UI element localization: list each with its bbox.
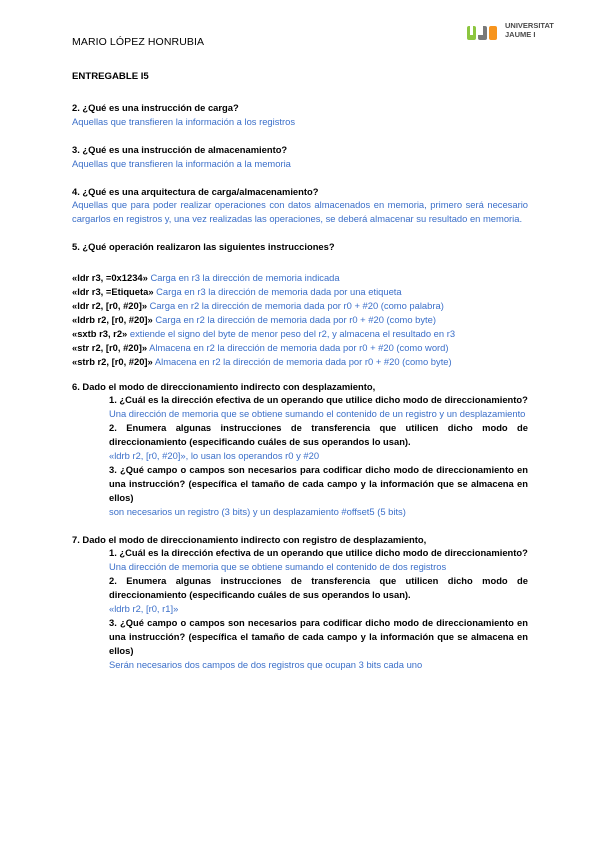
instruction-code: «sxtb r3, r2» xyxy=(72,327,128,339)
document-body xyxy=(72,70,528,672)
q7-sub3-answer: Serán necesarios dos campos de dos registros que ocupan 3 bits cada uno xyxy=(109,658,423,670)
instruction-desc: Carga en r2 la dirección de memoria dada por r0 + #20 (como byte) xyxy=(152,313,436,325)
instruction-desc: Carga en r3 la dirección de memoria dada por una etiqueta xyxy=(153,286,402,298)
q7-sub2-answer: «ldrb r2, [r0, r1]» xyxy=(109,603,179,615)
instruction-item xyxy=(72,271,528,285)
q6-sub2-question: 2. Enumera algunas instrucciones de transferencia que utilicen dicho modo de direccionamiento (especificando cuáles de sus operandos lo usan). xyxy=(109,422,528,448)
question-3: 3. ¿Qué es una instrucción de almacenamiento? xyxy=(72,143,288,155)
q6-sub1-answer: Una dirección de memoria que se obtiene sumando el contenido de un registro y un desplazamiento xyxy=(109,408,526,420)
question-5: 5. ¿Qué operación realizaron las siguientes instrucciones? xyxy=(72,241,335,253)
q7-sub3-question: 3. ¿Qué campo o campos son necesarios para codificar dicho modo de direccionamiento en una instrucción? (específica el tamaño de cada campo y la información que se almacena en ellos) xyxy=(109,617,528,656)
instruction-code: «ldr r3, =0x1234» xyxy=(72,272,148,284)
question-4: 4. ¿Qué es una arquitectura de carga/almacenamiento? xyxy=(72,185,319,197)
instruction-desc: Carga en r3 la dirección de memoria indicada xyxy=(147,272,340,284)
instruction-code: «ldr r3, =Etiqueta» xyxy=(72,286,154,298)
instruction-code: «strb r2, [r0, #20]» xyxy=(72,355,153,367)
instruction-item xyxy=(72,313,528,327)
question-7: 7. Dado el modo de direccionamiento indirecto con registro de desplazamiento, xyxy=(72,533,427,545)
answer-4: Aquellas que para poder realizar operaciones con datos almacenados en memoria, primero será necesario cargarlos en registros y, una vez realizadas las operaciones, se deberá almacenar su resultado en memoria. xyxy=(72,199,528,225)
instruction-code: «ldrb r2, [r0, #20]» xyxy=(72,313,153,325)
q7-sub2-question: 2. Enumera algunas instrucciones de transferencia que utilicen dicho modo de direccionamiento (especificando cuáles de sus operandos lo usan). xyxy=(109,575,528,601)
logo-line-1: UNIVERSITAT xyxy=(505,21,554,30)
instruction-item xyxy=(72,327,528,341)
instruction-code: «ldr r2, [r0, #20]» xyxy=(72,299,148,311)
instruction-item xyxy=(72,355,528,369)
instruction-desc: Carga en r2 la dirección de memoria dada por r0 + #20 (como palabra) xyxy=(147,299,444,311)
instruction-item xyxy=(72,299,528,313)
author-name: MARIO LÓPEZ HONRUBIA xyxy=(72,36,205,48)
document-title: ENTREGABLE I5 xyxy=(72,71,149,82)
q6-sub2-answer: «ldrb r2, [r0, #20]», lo usan los operandos r0 y #20 xyxy=(109,450,320,462)
q6-sub3-answer: son necesarios un registro (3 bits) y un desplazamiento #offset5 (5 bits) xyxy=(109,505,406,517)
q6-sub3-question: 3. ¿Qué campo o campos son necesarios para codificar dicho modo de direccionamiento en una instrucción? (específica el tamaño de cada campo y la información que se almacena en ellos) xyxy=(109,463,528,503)
instruction-desc: Almacena en r2 la dirección de memoria dada por r0 + #20 (como word) xyxy=(147,341,449,353)
question-6: 6. Dado el modo de direccionamiento indirecto con desplazamiento, xyxy=(72,380,376,392)
answer-2: Aquellas que transfieren la información a los registros xyxy=(72,115,296,127)
question-6-subitems xyxy=(109,393,528,518)
question-7-subitems xyxy=(109,546,528,671)
q6-sub1-question: 1. ¿Cuál es la dirección efectiva de un operando que utilice dicho modo de direccionamiento? xyxy=(109,394,528,406)
logo-text xyxy=(505,22,554,39)
q7-sub1-answer: Una dirección de memoria que se obtiene sumando el contenido de dos registros xyxy=(109,561,447,573)
logo-line-2: JAUME I xyxy=(505,29,536,39)
instruction-item xyxy=(72,341,528,355)
instruction-desc: Almacena en r2 la dirección de memoria dada por r0 + #20 (como byte) xyxy=(152,355,452,367)
instruction-item xyxy=(72,285,528,299)
question-2: 2. ¿Qué es una instrucción de carga? xyxy=(72,101,239,113)
instruction-desc: extiende el signo del byte de menor peso del r2, y almacena el resultado en r3 xyxy=(127,327,456,339)
logo-i-mark xyxy=(489,26,497,40)
q7-sub1-question: 1. ¿Cuál es la dirección efectiva de un operando que utilice dicho modo de direccionamiento? xyxy=(109,547,528,559)
answer-3: Aquellas que transfieren la información a la memoria xyxy=(72,157,291,169)
instruction-code: «str r2, [r0, #20]» xyxy=(72,341,148,353)
